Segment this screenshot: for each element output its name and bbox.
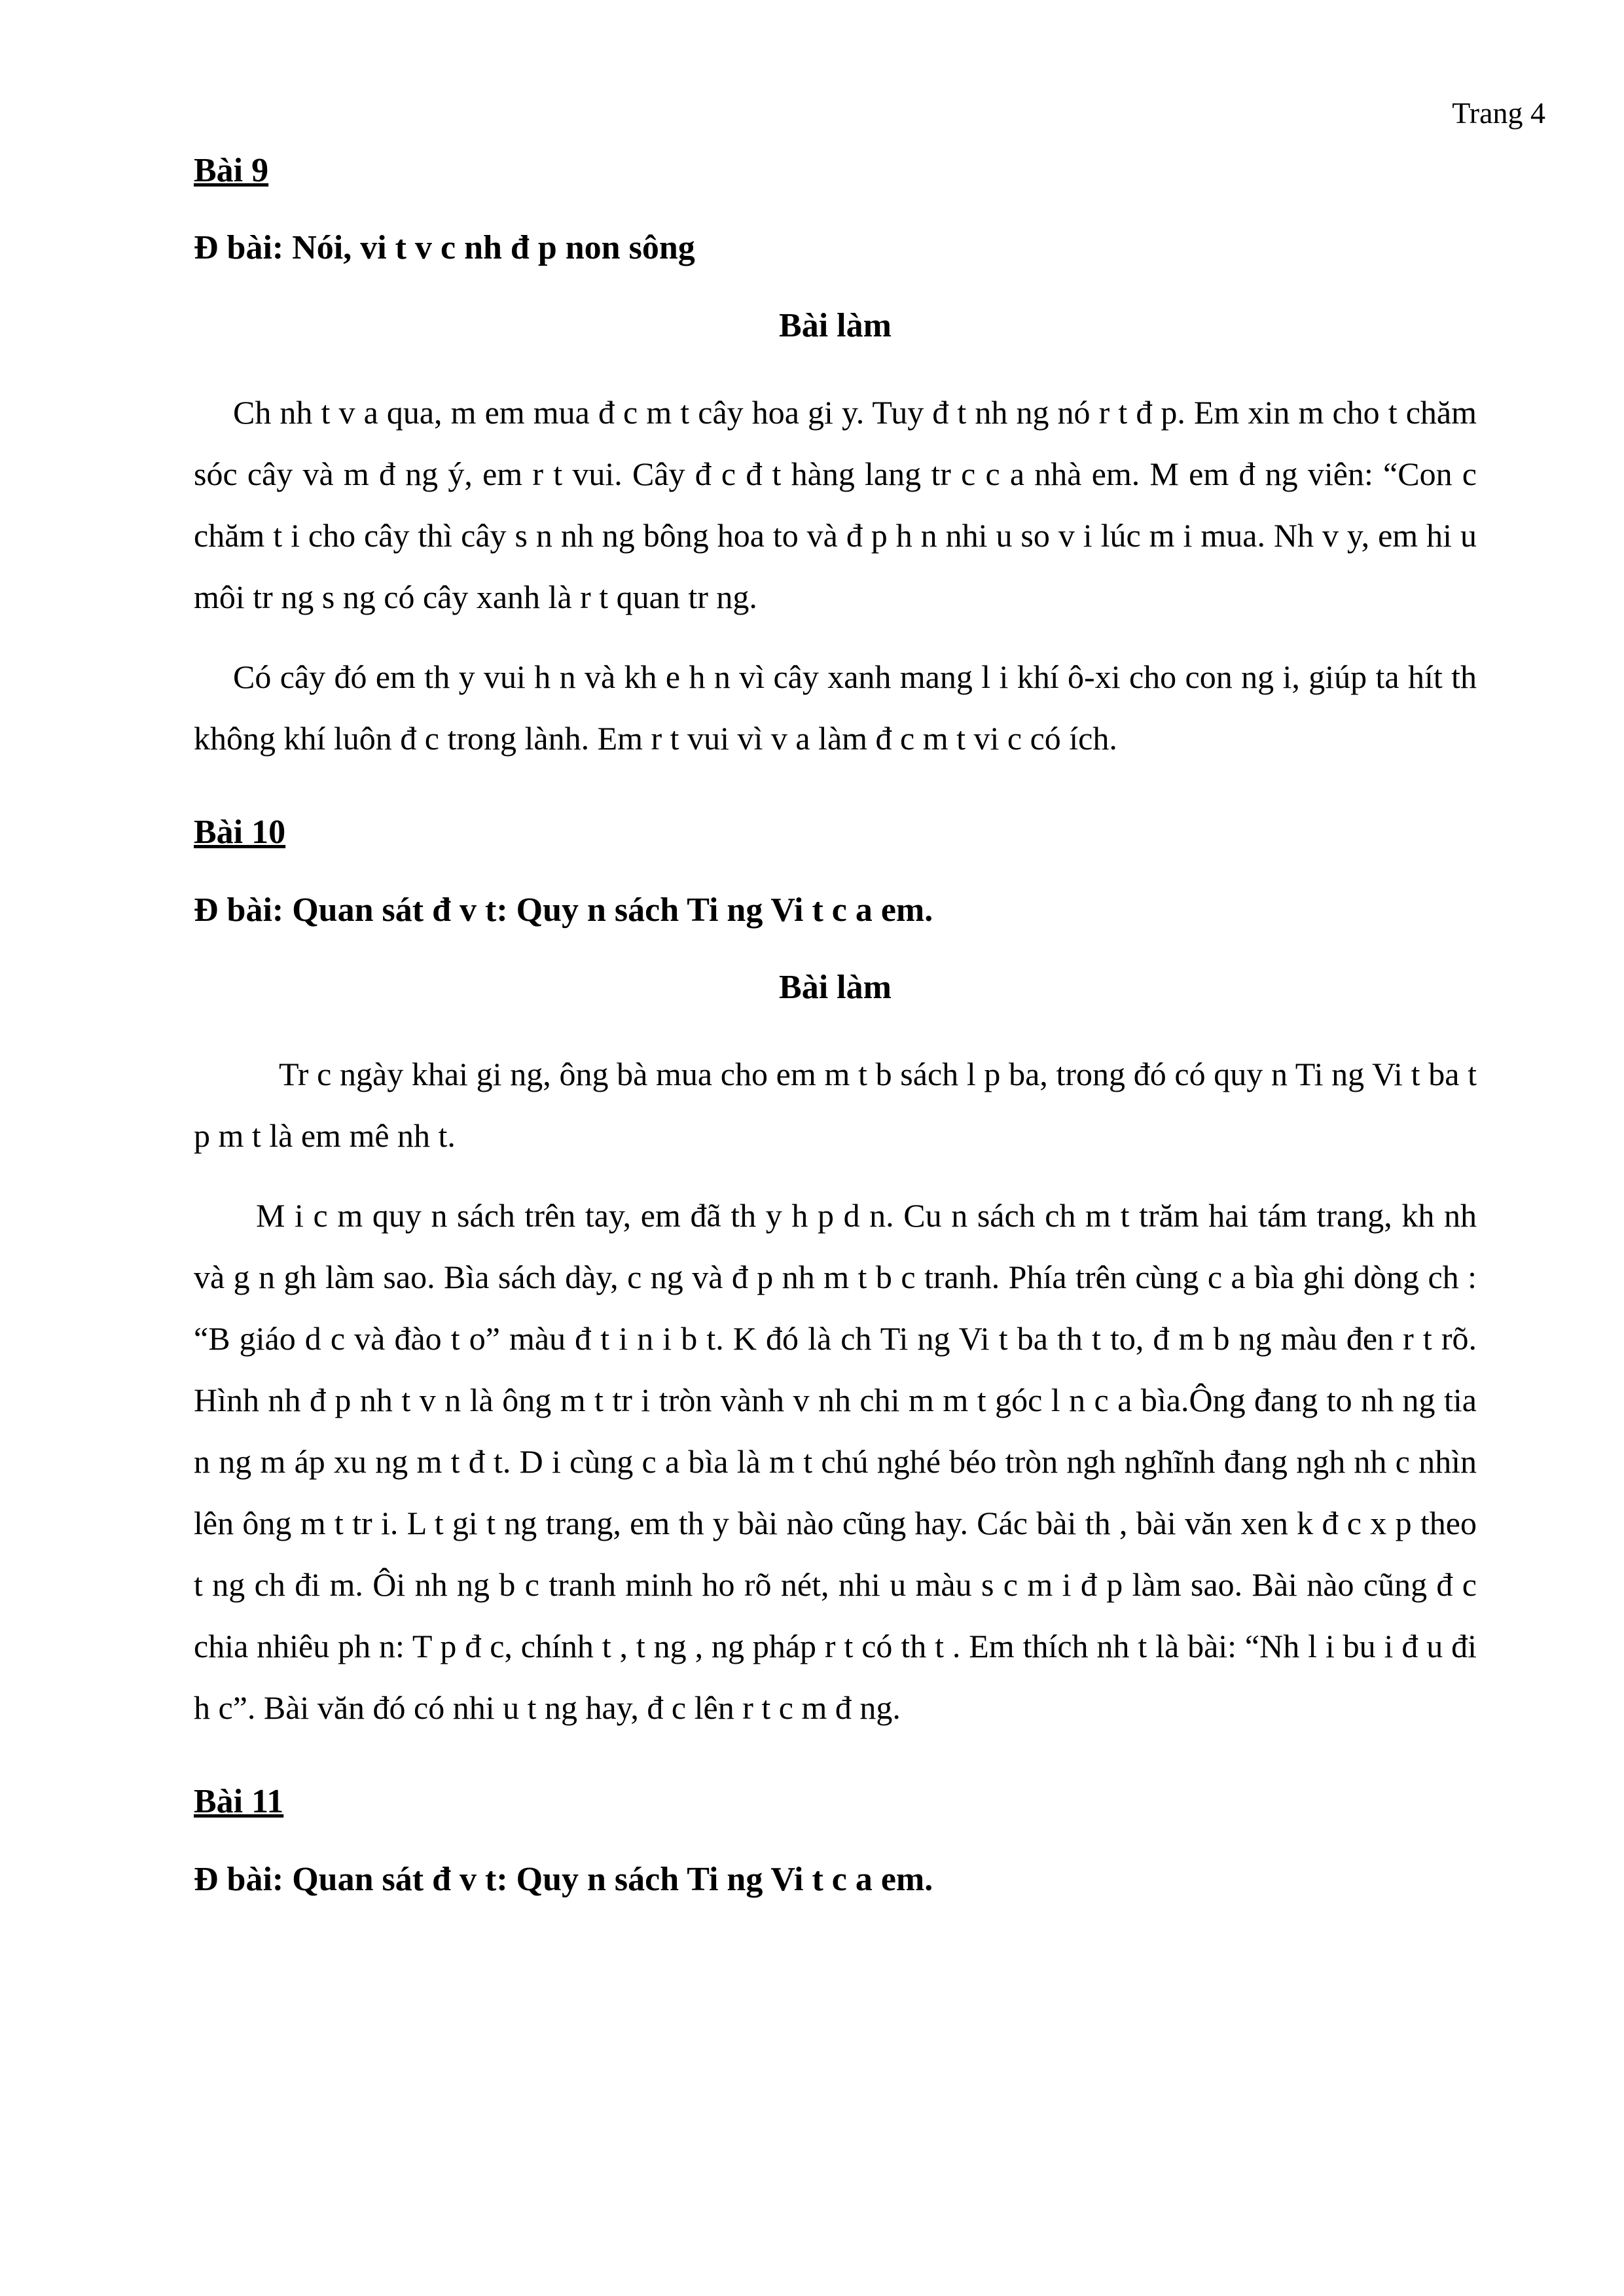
exercise-heading: Bài 11: [194, 1783, 284, 1821]
answer-paragraph: Ch nh t v a qua, m em mua đ c m t cây hoa gi y. Tuy đ t nh ng nó r t đ p. Em xin m cho t chăm sóc cây và m đ ng ý, em r t vui. Cây đ c đ t hàng lang tr c c a nhà em. M em đ ng viên: “Con c chăm t i cho cây thì cây s n nh ng bông hoa to và đ p h n nhi u so v i lúc m i mua. Nh v y, em hi u môi tr ng s ng có cây xanh là r t quan tr ng.: [194, 394, 1477, 616]
answer-paragraph: M i c m quy n sách trên tay, em đã th y h p d n. Cu n sách ch m t trăm hai tám trang, kh nh và g n gh làm sao. Bìa sách dày, c ng và đ p nh m t b c tranh. Phía trên cùng c a bìa ghi dòng ch : “B giáo d c và đào t o” màu đ t i n i b t. K đó là ch Ti ng Vi t ba th t to, đ m b ng màu đen r t rõ. Hình nh đ p nh t v n là ông m t tr i tròn vành v nh chi m m t góc l n c a bìa.Ông đang to nh ng tia n ng m áp xu ng m t đ t. D i cùng c a bìa là m t chú nghé béo tròn ngh nghĩnh đang ngh nh c nhìn lên ông m t tr i. L t gi t ng trang, em th y bài nào cũng hay. Các bài th , bài văn xen k đ c x p theo t ng ch đi m. Ôi nh ng b c tranh minh ho rõ nét, nhi u màu s c m i đ p làm sao. Bài nào cũng đ c chia nhiêu ph n: T p đ c, chính t , t ng , ng pháp r t có th t . Em thích nh t là bài: “Nh l i bu i đ u đi h c”. Bài văn đó có nhi u t ng hay, đ c lên r t c m đ ng.: [194, 1197, 1477, 1727]
document-body: [194, 151, 1477, 1937]
answer-heading: Bài làm: [779, 306, 892, 344]
exercise-10: [194, 812, 1477, 1738]
exercise-topic: Đ bài: Quan sát đ v t: Quy n sách Ti ng Vi t c a em.: [194, 891, 933, 929]
answer-paragraph: Tr c ngày khai gi ng, ông bà mua cho em m t b sách l p ba, trong đó có quy n Ti ng Vi t ba t p m t là em mê nh t.: [194, 1056, 1477, 1155]
exercise-heading: Bài 10: [194, 814, 286, 852]
exercise-topic: Đ bài: Nói, vi t v c nh đ p non sông: [194, 229, 695, 267]
exercise-11: [194, 1782, 1477, 1900]
page-number: Trang 4: [1452, 96, 1545, 130]
exercise-heading: Bài 9: [194, 152, 269, 189]
exercise-9: [194, 151, 1477, 769]
answer-heading: Bài làm: [779, 968, 892, 1006]
answer-paragraph: Có cây đó em th y vui h n và kh e h n vì cây xanh mang l i khí ô-xi cho con ng i, giúp ta hít th không khí luôn đ c trong lành. Em r t vui vì v a làm đ c m t vi c có ích.: [194, 658, 1477, 757]
exercise-topic: Đ bài: Quan sát đ v t: Quy n sách Ti ng Vi t c a em.: [194, 1860, 933, 1898]
